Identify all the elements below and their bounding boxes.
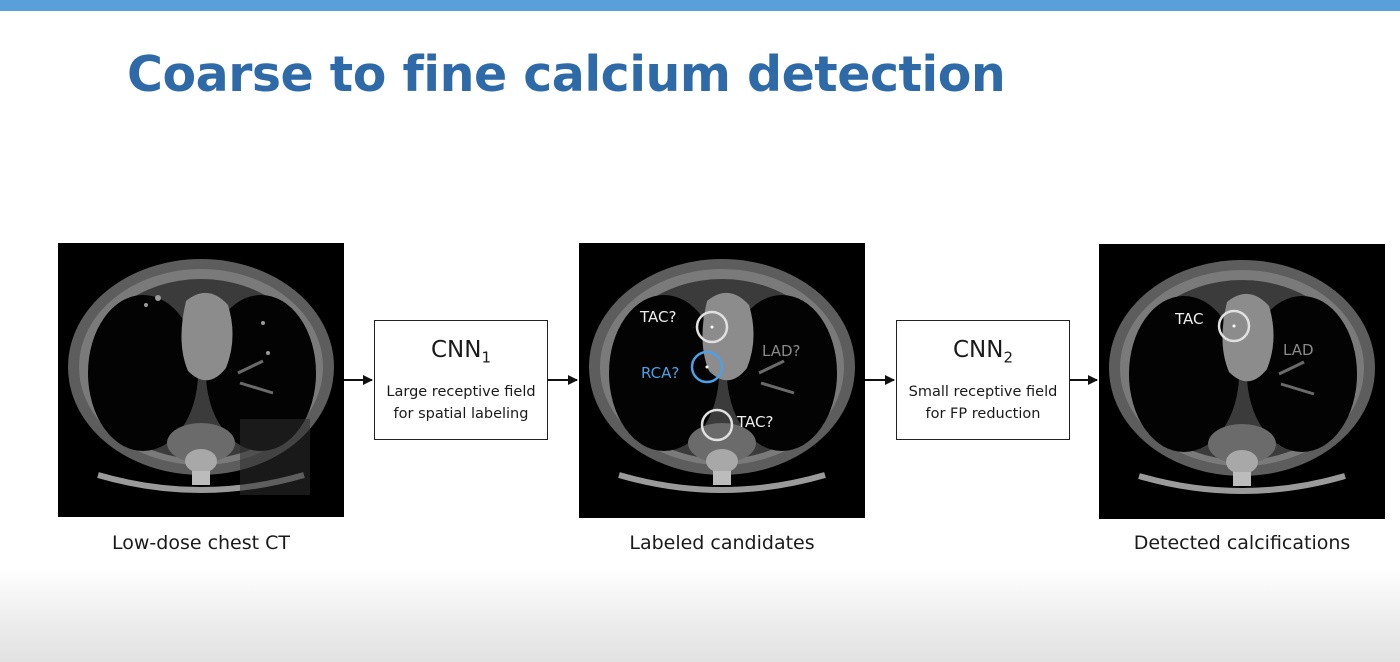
label-lad-detected: LAD xyxy=(1283,341,1314,359)
label-lad-candidate: LAD? xyxy=(762,342,801,360)
caption-detected: Detected calcifications xyxy=(1133,532,1351,554)
ct-image-input xyxy=(58,243,344,517)
slide-title: Coarse to fine calcium detection xyxy=(127,46,1006,103)
ct-image-candidates xyxy=(579,243,865,518)
cnn1-box xyxy=(374,320,548,440)
bottom-fade xyxy=(0,568,1400,662)
cnn1-title: $CNN_1$ xyxy=(430,337,492,367)
label-tac-upper: TAC? xyxy=(640,308,677,326)
label-tac-lower: TAC? xyxy=(737,413,774,431)
cnn2-description: Small receptive field for FP reduction xyxy=(908,383,1058,422)
cnn1-description: Large receptive field for spatial labeling xyxy=(386,383,536,422)
label-tac-detected: TAC xyxy=(1175,310,1204,328)
top-accent-bar xyxy=(0,0,1400,11)
cnn2-title: $CNN_2$ xyxy=(952,337,1014,367)
cnn2-box xyxy=(896,320,1070,440)
caption-input: Low-dose chest CT xyxy=(111,532,291,554)
caption-candidates: Labeled candidates xyxy=(629,532,815,554)
ct-image-detected xyxy=(1099,244,1385,519)
label-rca-candidate: RCA? xyxy=(641,364,680,382)
